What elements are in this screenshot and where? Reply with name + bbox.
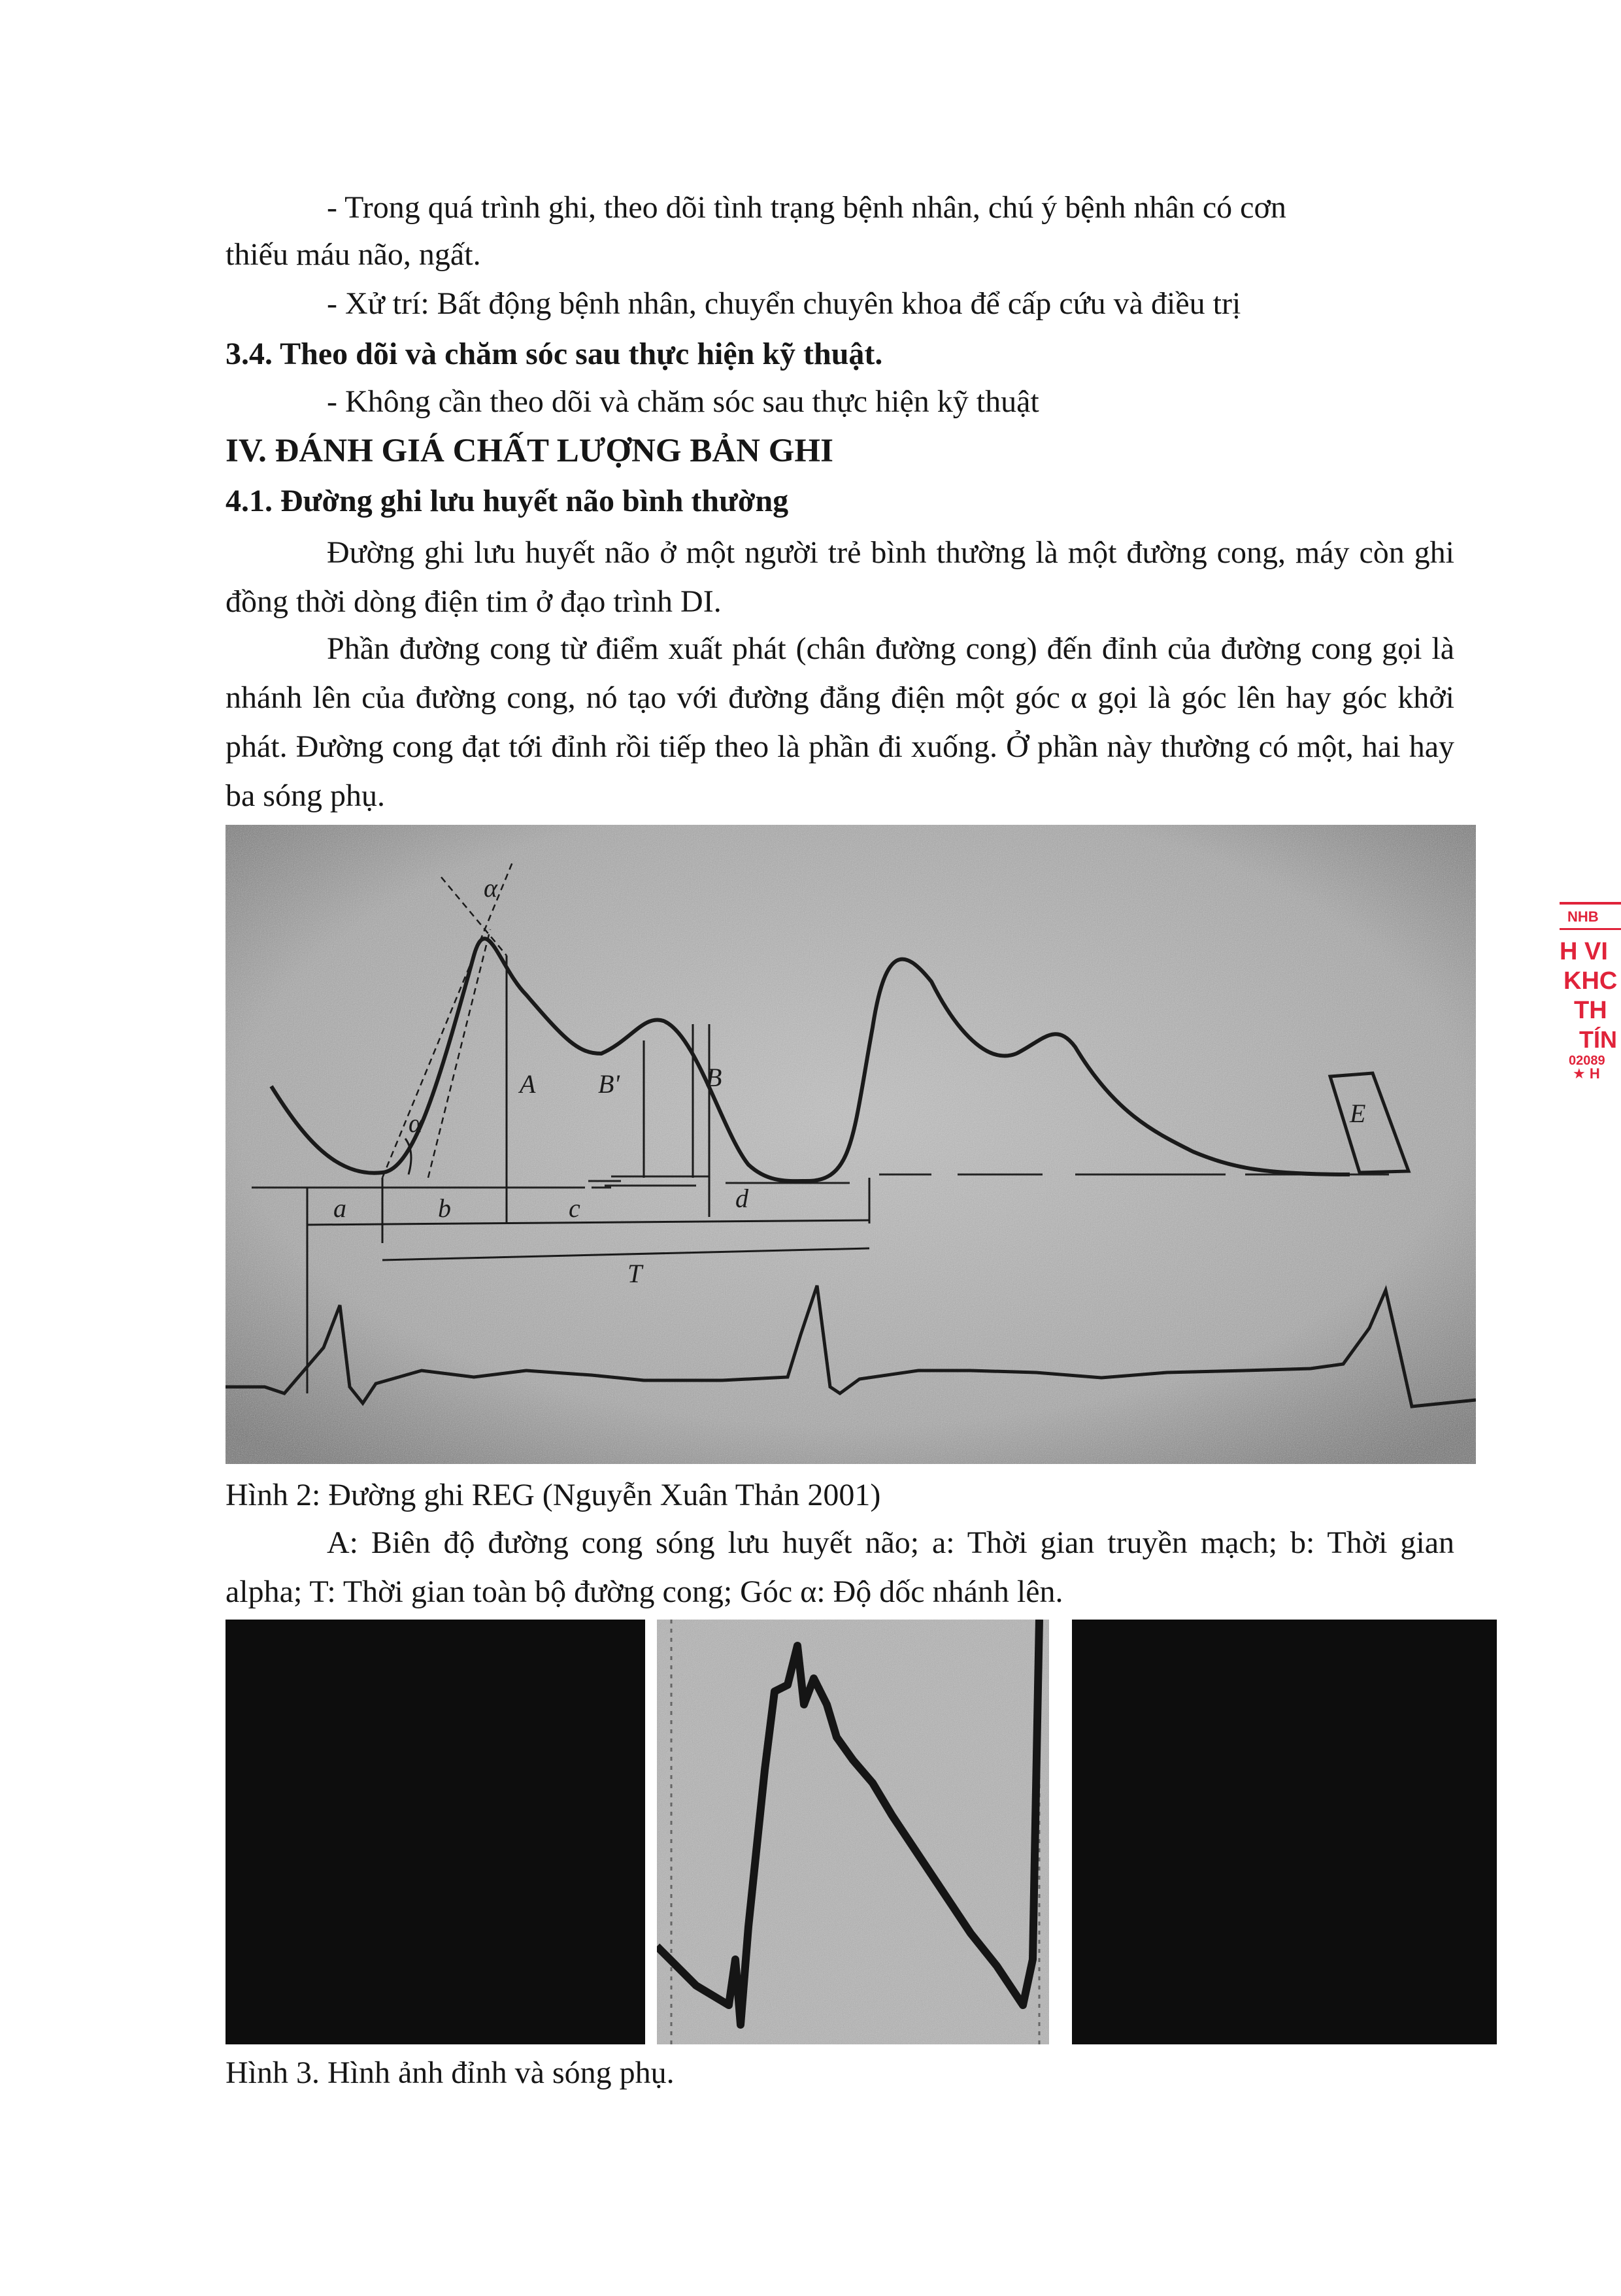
label-c: c [569,1193,580,1223]
label-E: E [1350,1099,1366,1128]
figure-2-reg-trace [226,825,1476,1464]
label-a: a [333,1193,346,1223]
figure-3-right-panel [1072,1620,1497,2044]
stamp-line-2: H VI [1560,938,1608,965]
label-A: A [520,1069,536,1099]
stamp-line-5: TÍN [1579,1026,1617,1053]
stamp-line-6: 02089 [1569,1054,1605,1068]
text-line-3: - Xử trí: Bất động bệnh nhân, chuyển chuyên khoa để cấp cứu và điều trị [327,286,1241,321]
figure-2-caption: Hình 2: Đường ghi REG (Nguyễn Xuân Thản 2001) [226,1478,881,1512]
paragraph-1: Đường ghi lưu huyết não ở một người trẻ bình thường là một đường cong, máy còn ghi đồng thời dòng điện tim ở đạo trình DI. [226,535,1454,619]
figure-3-left-panel [226,1620,645,2044]
text-line-4: - Không cần theo dõi và chăm sóc sau thực hiện kỹ thuật [327,384,1039,419]
label-B: B [706,1063,722,1092]
heading-3-4: 3.4. Theo dõi và chăm sóc sau thực hiện kỹ thuật. [226,337,883,371]
stamp-line-7: ★ H [1573,1065,1600,1078]
label-d: d [735,1184,748,1213]
figure-3-caption: Hình 3. Hình ảnh đỉnh và sóng phụ. [226,2055,675,2090]
stamp-line-1: NHB [1567,908,1599,925]
figure-3-waveform [657,1620,1049,2044]
stamp-line-3: KHC [1563,967,1618,995]
heading-4-1: 4.1. Đường ghi lưu huyết não bình thường [226,484,789,518]
label-alpha-angle: α [409,1108,422,1138]
heading-IV: IV. ĐÁNH GIÁ CHẤT LƯỢNG BẢN GHI [226,433,833,469]
library-stamp [1560,902,1621,1078]
text-line-1: - Trong quá trình ghi, theo dõi tình trạng bệnh nhân, chú ý bệnh nhân có cơn [327,190,1286,225]
label-T: T [627,1259,643,1288]
label-alpha-top: α [484,873,497,903]
figure-2-drawing [226,825,1476,1464]
label-b: b [438,1193,451,1223]
text-line-2: thiếu máu não, ngất. [226,237,481,272]
paragraph-2: Phần đường cong từ điểm xuất phát (chân đường cong) đến đỉnh của đường cong gọi là nhánh lên của đường cong, nó tạo với đường đẳng điện một góc α gọi là góc lên hay góc khởi phát. Đường cong đạt tới đỉnh rồi tiếp theo là phần đi xuống. Ở phần này thường có một, hai hay ba sóng phụ. [226,631,1454,813]
figure-2-legend: A: Biên độ đường cong sóng lưu huyết não; a: Thời gian truyền mạch; b: Thời gian alpha; T: Thời gian toàn bộ đường cong; Góc α: Độ dốc nhánh lên. [226,1525,1454,1609]
stamp-line-4: TH [1574,997,1607,1024]
figure-3-middle-panel [657,1620,1049,2044]
figure-3-peak-and-subwaves [226,1620,1497,2044]
label-B-prime: B' [598,1069,620,1099]
